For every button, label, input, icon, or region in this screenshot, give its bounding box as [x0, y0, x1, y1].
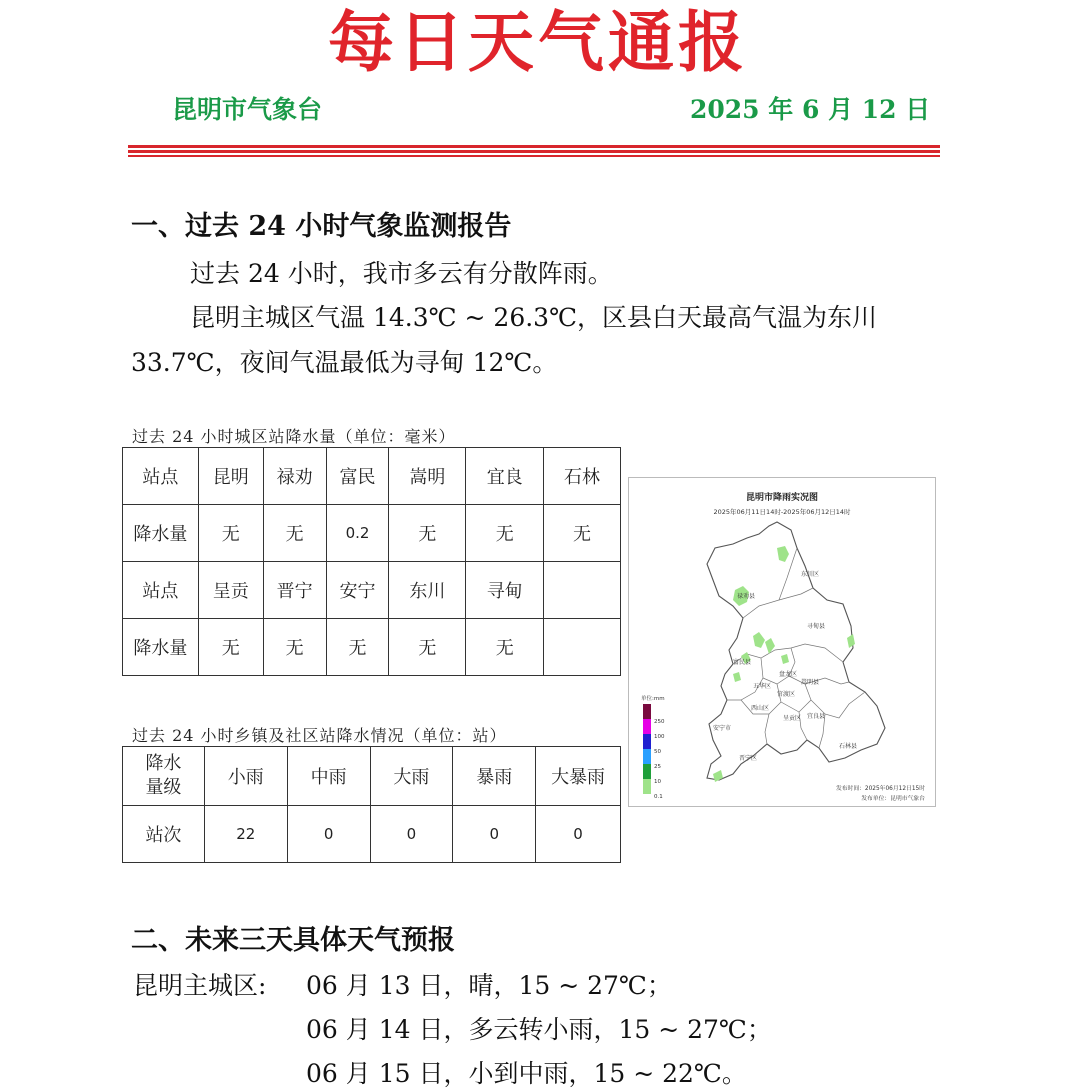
header-rule-bottom — [128, 155, 940, 157]
district-label: 安宁市 — [713, 725, 732, 732]
district-label: 官渡区 — [777, 691, 796, 698]
station-cell — [544, 562, 621, 619]
legend-swatch — [643, 749, 651, 764]
rainfall-map-svg — [629, 478, 935, 806]
row-label-rain: 降水量 — [123, 619, 199, 676]
level-cell: 大雨 — [370, 747, 453, 806]
row-label-station: 站点 — [123, 562, 199, 619]
district-label: 嵩明县 — [801, 679, 820, 686]
row-label-rain: 降水量 — [123, 505, 199, 562]
level-cell: 大暴雨 — [536, 747, 621, 806]
legend-label: 25 — [654, 764, 661, 770]
section1-heading: 一、过去 24 小时气象监测报告 — [131, 211, 512, 242]
station-cell: 寻甸 — [466, 562, 544, 619]
station-cell: 禄劝 — [263, 448, 326, 505]
rain-cell — [544, 619, 621, 676]
rain-cell: 无 — [198, 619, 263, 676]
row-label-station: 站点 — [123, 448, 199, 505]
rain-cell: 0.2 — [326, 505, 389, 562]
count-cell: 0 — [370, 806, 453, 863]
legend-swatch — [643, 704, 651, 719]
rain-cell: 无 — [544, 505, 621, 562]
level-cell: 中雨 — [287, 747, 370, 806]
legend-swatch — [643, 719, 651, 734]
district-label: 五华区 — [753, 683, 772, 690]
table-row — [123, 448, 621, 505]
section2-heading: 二、未来三天具体天气预报 — [131, 925, 455, 956]
level-label — [123, 747, 205, 806]
station-cell: 安宁 — [326, 562, 389, 619]
table-row — [123, 806, 621, 863]
agency-name: 昆明市气象台 — [172, 95, 323, 124]
district-label: 盘龙区 — [779, 671, 798, 678]
rain-cell: 无 — [198, 505, 263, 562]
district-label: 宜良县 — [807, 713, 826, 720]
station-cell: 富民 — [326, 448, 389, 505]
legend-swatch — [643, 764, 651, 779]
rainfall-map — [628, 477, 936, 807]
bulletin-title: 每日天气通报 — [328, 3, 748, 81]
station-cell: 石林 — [544, 448, 621, 505]
station-cell: 宜良 — [466, 448, 544, 505]
rain-cell: 无 — [466, 505, 544, 562]
station-cell: 昆明 — [198, 448, 263, 505]
count-cell: 0 — [287, 806, 370, 863]
section1-para1: 过去 24 小时，我市多云有分散阵雨。 — [190, 259, 613, 288]
section1-para2-line1: 昆明主城区气温 14.3℃ ~ 26.3℃，区县白天最高气温为东川 — [190, 303, 878, 332]
table-row — [123, 619, 621, 676]
rain-cell: 无 — [263, 619, 326, 676]
legend-swatch — [643, 779, 651, 794]
map-period: 2025年06月11日14时-2025年06月12日14时 — [713, 508, 851, 516]
township-precip-table — [122, 746, 621, 863]
rain-cell: 无 — [389, 505, 466, 562]
count-cell: 22 — [204, 806, 287, 863]
count-label: 站次 — [123, 806, 205, 863]
district-label: 西山区 — [751, 705, 770, 712]
level-label-text: 降水量级 — [145, 753, 182, 798]
rain-cell: 无 — [466, 619, 544, 676]
header-rule-top — [128, 145, 940, 148]
count-cell: 0 — [536, 806, 621, 863]
legend-label: 0.1 — [654, 794, 663, 800]
count-cell: 0 — [453, 806, 536, 863]
rain-cell: 无 — [389, 619, 466, 676]
header-rule-mid — [128, 150, 940, 153]
forecast-day2: 06 月 14 日，多云转小雨，15 ~ 27℃； — [306, 1015, 772, 1044]
table-row — [123, 505, 621, 562]
legend-label: 250 — [654, 719, 665, 725]
legend-label: 10 — [654, 779, 661, 785]
forecast-day3: 06 月 15 日，小到中雨，15 ~ 22℃。 — [306, 1059, 747, 1088]
map-footer-time: 发布时间：2025年06月12日15时 — [835, 786, 925, 792]
table-row — [123, 562, 621, 619]
district-label: 呈贡区 — [783, 715, 802, 722]
district-label: 东川区 — [801, 571, 820, 578]
table2-caption: 过去 24 小时乡镇及社区站降水情况（单位：站） — [132, 726, 507, 745]
bulletin-date: 2025 年 6 月 12 日 — [690, 95, 931, 124]
legend-unit: 单位:mm — [641, 696, 665, 702]
district-label: 禄劝县 — [737, 593, 756, 600]
station-cell: 呈贡 — [198, 562, 263, 619]
table1-caption: 过去 24 小时城区站降水量（单位：毫米） — [132, 427, 456, 446]
station-cell: 嵩明 — [389, 448, 466, 505]
district-label: 富民县 — [733, 659, 752, 666]
legend-swatch — [643, 734, 651, 749]
forecast-area-label: 昆明主城区: — [133, 971, 267, 1000]
forecast-day1: 06 月 13 日，晴，15 ~ 27℃； — [306, 971, 672, 1000]
map-title: 昆明市降雨实况图 — [745, 493, 819, 503]
map-legend — [643, 704, 665, 800]
map-footer-org: 发布单位：昆明市气象台 — [861, 796, 925, 802]
level-cell: 暴雨 — [453, 747, 536, 806]
map-outline — [707, 522, 885, 780]
rain-cell: 无 — [263, 505, 326, 562]
station-cell: 东川 — [389, 562, 466, 619]
district-label: 寻甸县 — [807, 623, 826, 630]
legend-label: 100 — [654, 734, 665, 740]
urban-precip-table — [122, 447, 621, 676]
section1-para2-line2: 33.7℃，夜间气温最低为寻甸 12℃。 — [131, 348, 558, 377]
rain-cell: 无 — [326, 619, 389, 676]
district-label: 石林县 — [839, 743, 858, 750]
legend-label: 50 — [654, 749, 661, 755]
station-cell: 晋宁 — [263, 562, 326, 619]
district-label: 晋宁区 — [739, 755, 758, 762]
table-row — [123, 747, 621, 806]
level-cell: 小雨 — [204, 747, 287, 806]
